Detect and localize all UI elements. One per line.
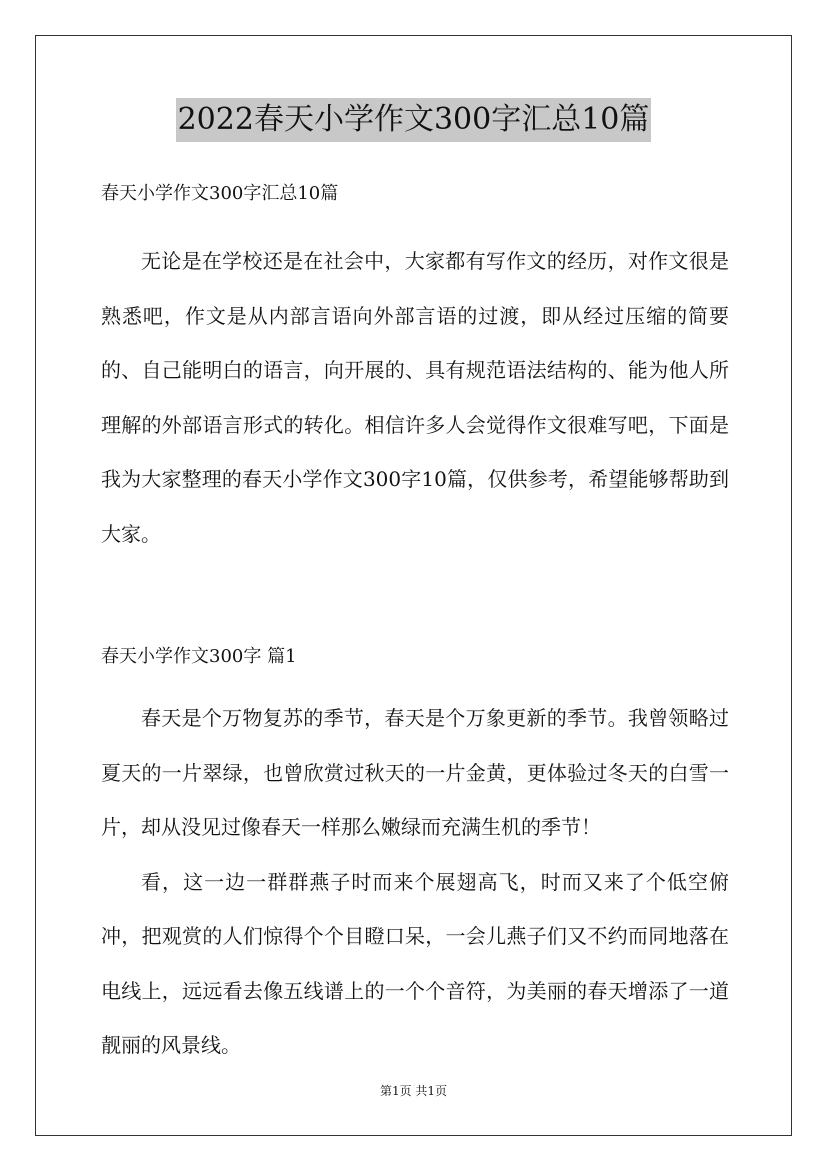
intro-paragraph: 无论是在学校还是在社会中，大家都有写作文的经历，对作文很是熟悉吧，作文是从内部言语向外部言语的过渡，即从经过压缩的简要的、自己能明白的语言，向开展的、具有规范语法结构的、能为他人所理解的外部语言形式的转化。相信许多人会觉得作文很难写吧，下面是我为大家整理的春天小学作文300字10篇，仅供参考，希望能够帮助到大家。: [101, 249, 729, 546]
section-heading: 春天小学作文300字 篇1: [101, 646, 297, 667]
document-subtitle: 春天小学作文300字汇总10篇: [101, 183, 339, 204]
page-footer: 第1页 共1页: [379, 1084, 448, 1098]
title-container: [0, 98, 827, 142]
document-title: 2022春天小学作文300字汇总10篇: [176, 98, 652, 142]
section-paragraph-1: 春天是个万物复苏的季节，春天是个万象更新的季节。我曾领略过夏天的一片翠绿，也曾欣赏过秋天的一片金黄，更体验过冬天的白雪一片，却从没见过像春天一样那么嫩绿而充满生机的季节！: [101, 706, 729, 839]
section-paragraph-2: 看，这一边一群群燕子时而来个展翅高飞，时而又来了个低空俯冲，把观赏的人们惊得个个目瞪口呆，一会儿燕子们又不约而同地落在电线上，远远看去像五线谱上的一个个音符，为美丽的春天增添了一道靓丽的风景线。: [101, 869, 729, 1057]
document-body: [101, 176, 729, 1073]
